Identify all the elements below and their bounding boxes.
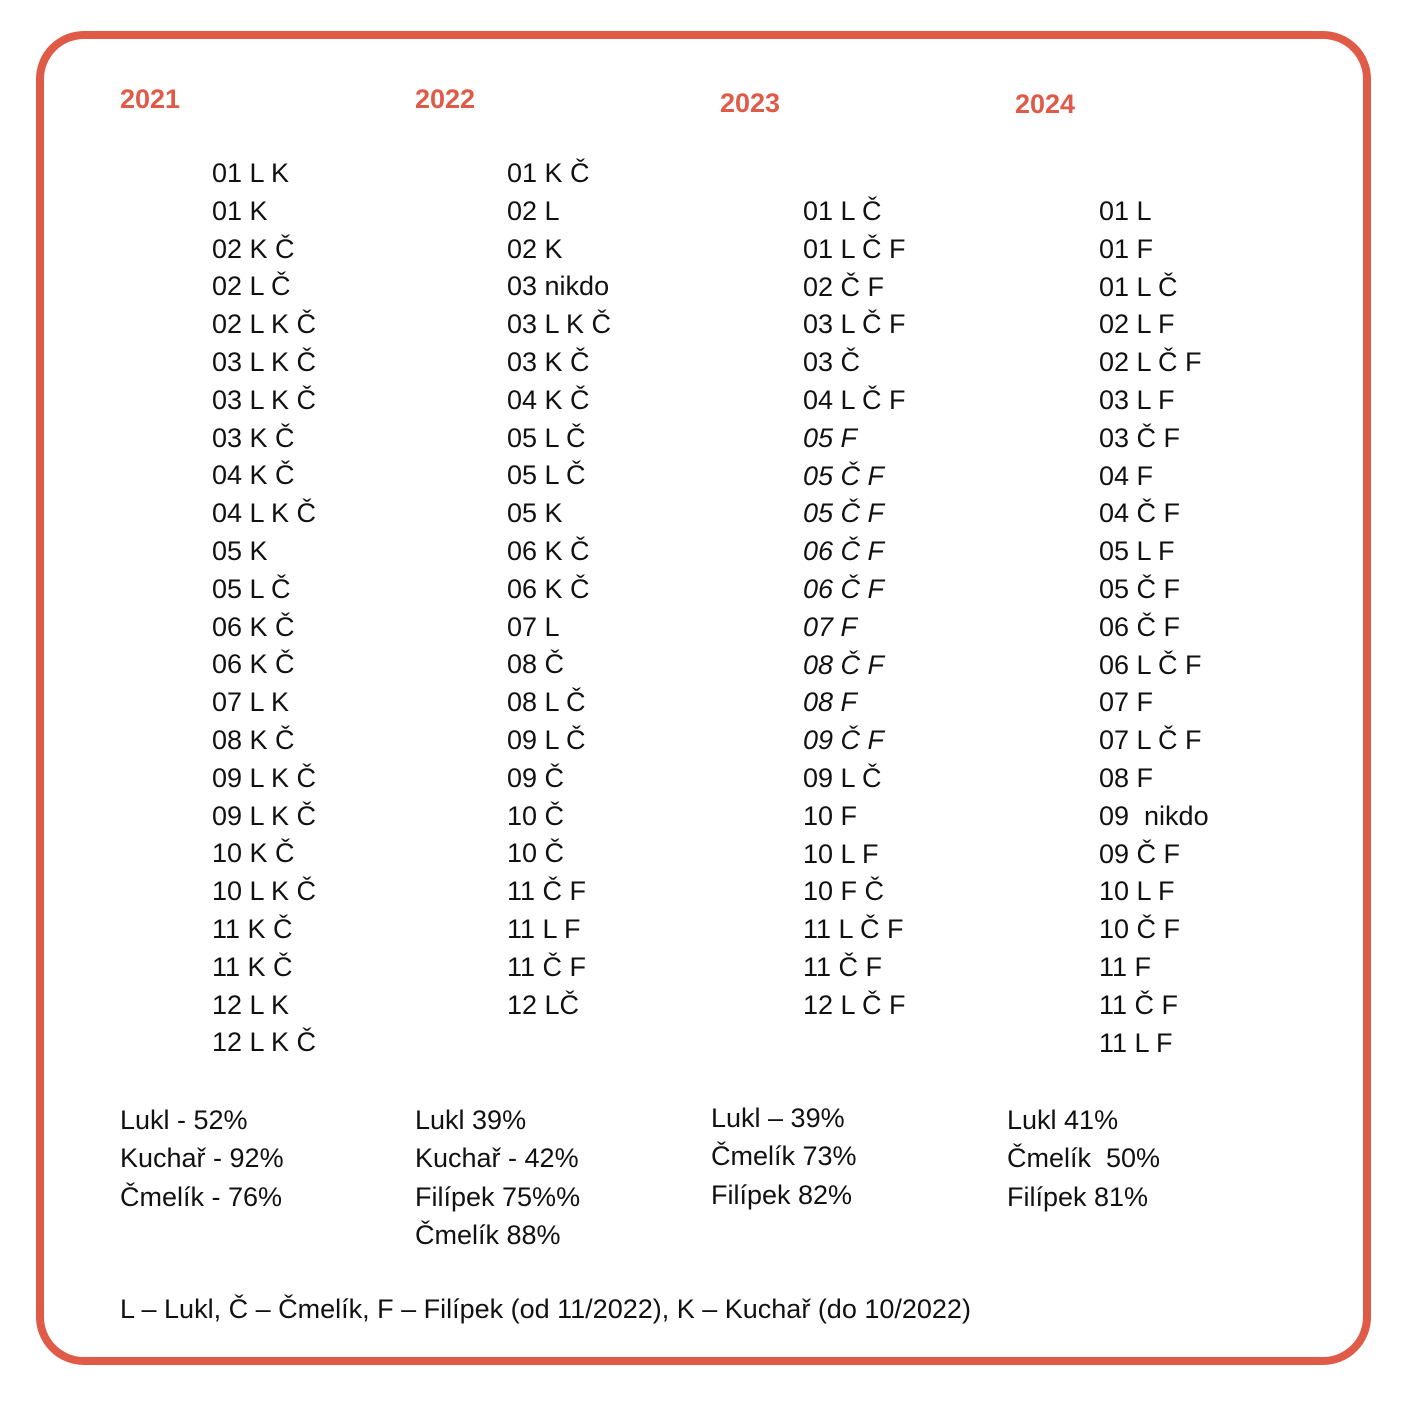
entry-item: 12 L K Č	[212, 1027, 317, 1058]
stat-item: Lukl - 52%	[120, 1105, 248, 1135]
stat-item: Lukl – 39%	[711, 1103, 845, 1133]
stat-item: Lukl 41%	[1007, 1105, 1119, 1135]
year-heading-2022: 2022	[415, 84, 476, 114]
entry-item: 06 K Č	[212, 611, 295, 642]
entry-item: 11 L Č F	[803, 914, 904, 945]
entry-item: 07 L K	[212, 687, 290, 718]
entry-item: 09 L Č	[507, 724, 586, 755]
entry-item: 06 K Č	[507, 573, 590, 604]
entry-item: 06 K Č	[212, 649, 295, 680]
entry-item: 03 L K Č	[507, 309, 612, 340]
entry-item: 08 F	[803, 687, 858, 718]
entry-item: 05 L Č	[507, 460, 586, 491]
entry-item: 02 L Č F	[1099, 347, 1202, 378]
entry-item: 10 F	[803, 800, 858, 831]
entry-item: 10 L K Č	[212, 876, 317, 907]
entry-item: 07 F	[1099, 687, 1154, 718]
entry-item: 11 Č F	[507, 876, 587, 907]
entries-list-2023	[803, 193, 906, 1025]
entry-item: 05 Č F	[803, 498, 885, 529]
entry-item: 03 L Č F	[803, 309, 906, 340]
entries-list-2021	[212, 155, 316, 1062]
entry-item: 02 L	[507, 195, 560, 226]
entry-item: 04 L Č F	[803, 384, 906, 415]
entry-item: 04 Č F	[1099, 498, 1181, 529]
entry-item: 01 L	[1099, 196, 1152, 226]
entry-item: 01 K	[212, 195, 268, 226]
entry-item: 06 Č F	[803, 536, 885, 567]
entry-item: 01 L Č	[803, 196, 882, 226]
entry-item: 02 L F	[1099, 309, 1175, 340]
entry-item: 10 Č	[507, 838, 565, 869]
stat-item: Čmelík 88%	[415, 1219, 561, 1250]
stat-item: Filípek 81%	[1007, 1181, 1149, 1212]
entry-item: 03 L K Č	[212, 384, 317, 415]
entry-item: 03 nikdo	[507, 271, 610, 302]
entry-item: 05 K	[507, 498, 563, 529]
entry-item: 08 K Č	[212, 724, 295, 755]
stat-item: Čmelík - 76%	[120, 1181, 283, 1212]
entry-item: 02 Č F	[803, 271, 885, 302]
stat-item: Čmelík 73%	[711, 1141, 857, 1172]
entry-item: 02 K Č	[212, 233, 295, 264]
entry-item: 03 K Č	[507, 346, 590, 377]
entry-item: 06 K Č	[507, 535, 590, 566]
entry-item: 01 F	[1099, 233, 1154, 264]
entry-item: 09 L K Č	[212, 800, 317, 831]
entry-item: 09 Č F	[1099, 838, 1181, 869]
entry-item: 08 L Č	[507, 687, 586, 718]
entry-item: 05 F	[803, 422, 858, 453]
entry-item: 12 LČ	[507, 989, 580, 1020]
entry-item: 09 nikdo	[1099, 800, 1209, 831]
entry-item: 07 L Č F	[1099, 725, 1202, 756]
entry-item: 05 K	[212, 535, 268, 566]
entry-item: 05 L Č	[212, 573, 291, 604]
entry-item: 09 Č F	[803, 725, 885, 756]
entry-item: 10 L F	[803, 838, 879, 869]
entry-item: 05 L Č	[507, 422, 586, 453]
entries-list-2024	[1099, 193, 1209, 1062]
entry-item: 10 Č	[507, 800, 565, 831]
entry-item: 02 K	[507, 233, 563, 264]
entry-item: 05 Č F	[803, 460, 885, 491]
stat-item: Kuchař - 92%	[120, 1143, 284, 1174]
stat-item: Filípek 75%%	[415, 1181, 581, 1212]
legend-text: L – Lukl, Č – Čmelík, F – Filípek (od 11/2022), K – Kuchař (do 10/2022)	[120, 1294, 971, 1324]
stats-list-2022	[415, 1101, 580, 1254]
stat-item: Lukl 39%	[415, 1105, 527, 1135]
entry-item: 04 L K Č	[212, 498, 317, 529]
entry-item: 07 L	[507, 611, 560, 642]
stats-list-2023	[711, 1099, 857, 1214]
entries-list-2022	[507, 155, 611, 1024]
entry-item: 09 L Č	[803, 762, 882, 793]
year-heading-2023: 2023	[720, 88, 781, 118]
stat-item: Čmelík 50%	[1007, 1143, 1161, 1174]
entry-item: 05 Č F	[1099, 573, 1181, 604]
entry-item: 12 L K	[212, 989, 290, 1020]
entry-item: 11 Č F	[803, 951, 883, 982]
entry-item: 06 L Č F	[1099, 649, 1202, 680]
entry-item: 03 K Č	[212, 422, 295, 453]
year-heading-2021: 2021	[120, 84, 181, 114]
entry-item: 11 Č F	[1099, 989, 1179, 1020]
entry-item: 09 Č	[507, 762, 565, 793]
entry-item: 02 L K Č	[212, 309, 317, 340]
entry-item: 01 L K	[212, 158, 290, 188]
entry-item: 10 K Č	[212, 838, 295, 869]
entry-item: 01 L Č F	[803, 233, 906, 264]
entry-item: 10 Č F	[1099, 914, 1181, 945]
stat-item: Kuchař - 42%	[415, 1143, 579, 1174]
stat-item: Filípek 82%	[711, 1179, 853, 1210]
entry-item: 05 L F	[1099, 536, 1175, 567]
entry-item: 11 L F	[507, 913, 581, 944]
stats-list-2024	[1007, 1101, 1160, 1216]
entry-item: 10 F Č	[803, 876, 885, 907]
entry-item: 11 Č F	[507, 951, 587, 982]
entry-item: 06 Č F	[803, 573, 885, 604]
entry-item: 03 Č F	[1099, 422, 1181, 453]
entry-item: 09 L K Č	[212, 762, 317, 793]
entry-item: 11 K Č	[212, 951, 293, 982]
entry-item: 04 F	[1099, 460, 1154, 491]
entry-item: 08 F	[1099, 762, 1154, 793]
entry-item: 06 Č F	[1099, 611, 1181, 642]
entry-item: 03 Č	[803, 347, 861, 378]
entry-item: 03 L F	[1099, 384, 1175, 415]
entry-item: 01 K Č	[507, 158, 590, 188]
entry-item: 03 L K Č	[212, 346, 317, 377]
entry-item: 02 L Č	[212, 271, 291, 302]
entry-item: 08 Č	[507, 649, 565, 680]
entry-item: 07 F	[803, 611, 858, 642]
entry-item: 04 K Č	[507, 384, 590, 415]
entry-item: 11 F	[1099, 951, 1152, 982]
entry-item: 12 L Č F	[803, 989, 906, 1020]
entry-item: 10 L F	[1099, 876, 1175, 907]
entry-item: 11 L F	[1099, 1027, 1173, 1058]
entry-item: 11 K Č	[212, 913, 293, 944]
year-heading-2024: 2024	[1015, 89, 1076, 119]
stats-list-2021	[120, 1101, 284, 1216]
entry-item: 08 Č F	[803, 649, 885, 680]
entry-item: 01 L Č	[1099, 271, 1178, 302]
entry-item: 04 K Č	[212, 460, 295, 491]
